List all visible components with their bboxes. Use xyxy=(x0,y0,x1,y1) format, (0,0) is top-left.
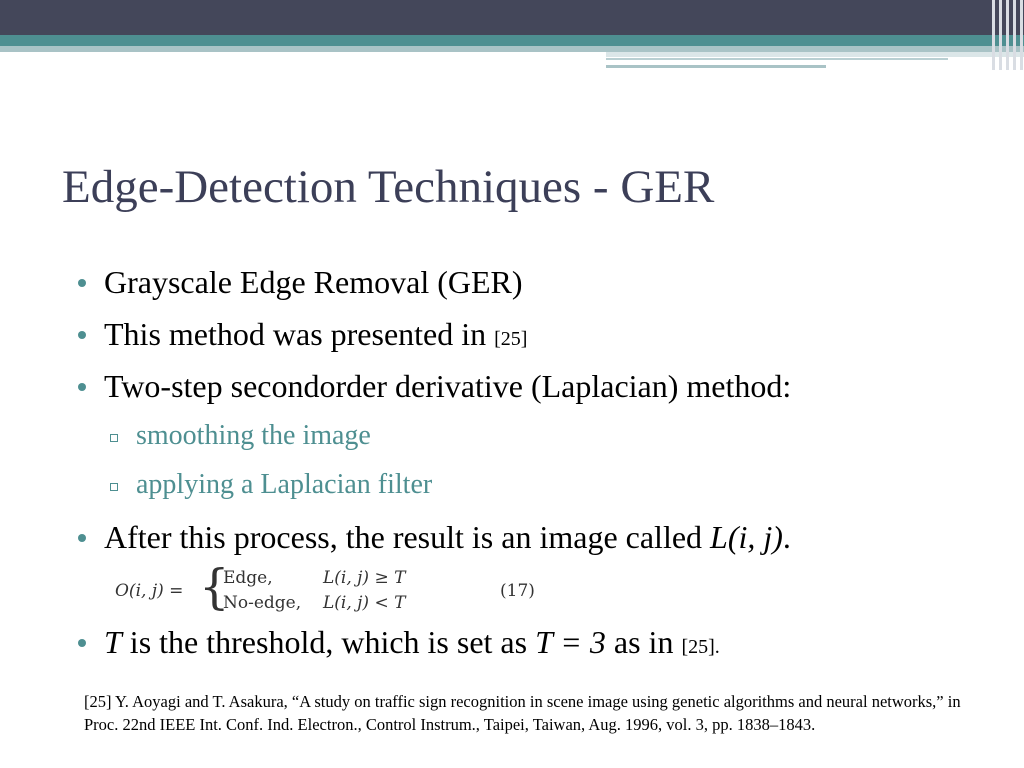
sub-bullet-marker xyxy=(110,434,118,442)
bullet-text-main: After this process, the result is an image called xyxy=(104,519,711,555)
bullet-text: Two-step secondorder derivative (Laplacian) method: xyxy=(104,368,792,404)
math-expression: T = 3 xyxy=(535,624,606,660)
bullet-dot xyxy=(78,383,86,391)
sub-bullet-text: applying a Laplacian filter xyxy=(136,469,433,500)
header-band-teal xyxy=(0,35,1024,46)
bullet-text xyxy=(104,314,527,359)
bullet-dot xyxy=(78,534,86,542)
bullet-suffix: . xyxy=(782,519,791,555)
header-rule xyxy=(606,58,948,60)
sub-bullet-text: smoothing the image xyxy=(136,420,371,451)
bullet-text-main: is the threshold, which is set as xyxy=(121,624,536,660)
bullet-dot xyxy=(78,639,86,647)
equation-brace: { xyxy=(199,559,230,615)
equation-lhs: O(i, j) = xyxy=(115,581,184,601)
citation-ref: [25] xyxy=(681,636,715,658)
equation-case-condition: L(i, j) ≥ T xyxy=(323,568,406,588)
bullet-dot xyxy=(78,331,86,339)
bullet-suffix: . xyxy=(714,636,720,658)
bullet-dot xyxy=(78,279,86,287)
footnote-reference: [25] Y. Aoyagi and T. Asakura, “A study on traffic sign recognition in scene image using genetic algorithms and neural networks,” in Proc. 22nd IEEE Int. Conf. Ind. Electron., Control Instrum., Taipei, Taiwan, Aug. 1996, vol. 3, pp. 1838–1843. xyxy=(84,692,961,734)
header-rule xyxy=(606,65,826,68)
math-symbol: T xyxy=(104,624,122,660)
equation-17 xyxy=(115,559,555,616)
stripe xyxy=(1013,0,1016,70)
slide-title: Edge-Detection Techniques - GER xyxy=(62,161,715,213)
equation-number: (17) xyxy=(500,581,535,601)
header-band-dark xyxy=(0,0,1024,35)
stripe xyxy=(999,0,1002,70)
equation-case-value: Edge, xyxy=(223,568,273,588)
equation-case-condition: L(i, j) < T xyxy=(323,593,406,613)
header-band-pale xyxy=(606,52,1024,57)
equation-case-value: No-edge, xyxy=(223,593,302,613)
bullet-text: Grayscale Edge Removal (GER) xyxy=(104,264,523,300)
bullet-text-main: This method was presented in xyxy=(104,316,495,352)
sub-bullet-marker xyxy=(110,483,118,491)
bullet-text xyxy=(104,622,720,667)
stripe xyxy=(992,0,995,70)
citation-ref: [25] xyxy=(494,328,528,350)
bullet-text xyxy=(104,517,791,557)
stripe xyxy=(1006,0,1009,70)
bullet-text-tail: as in xyxy=(605,624,682,660)
math-expression: L(i, j) xyxy=(710,519,783,555)
header-stripes xyxy=(990,0,1024,70)
stripe xyxy=(1020,0,1023,70)
